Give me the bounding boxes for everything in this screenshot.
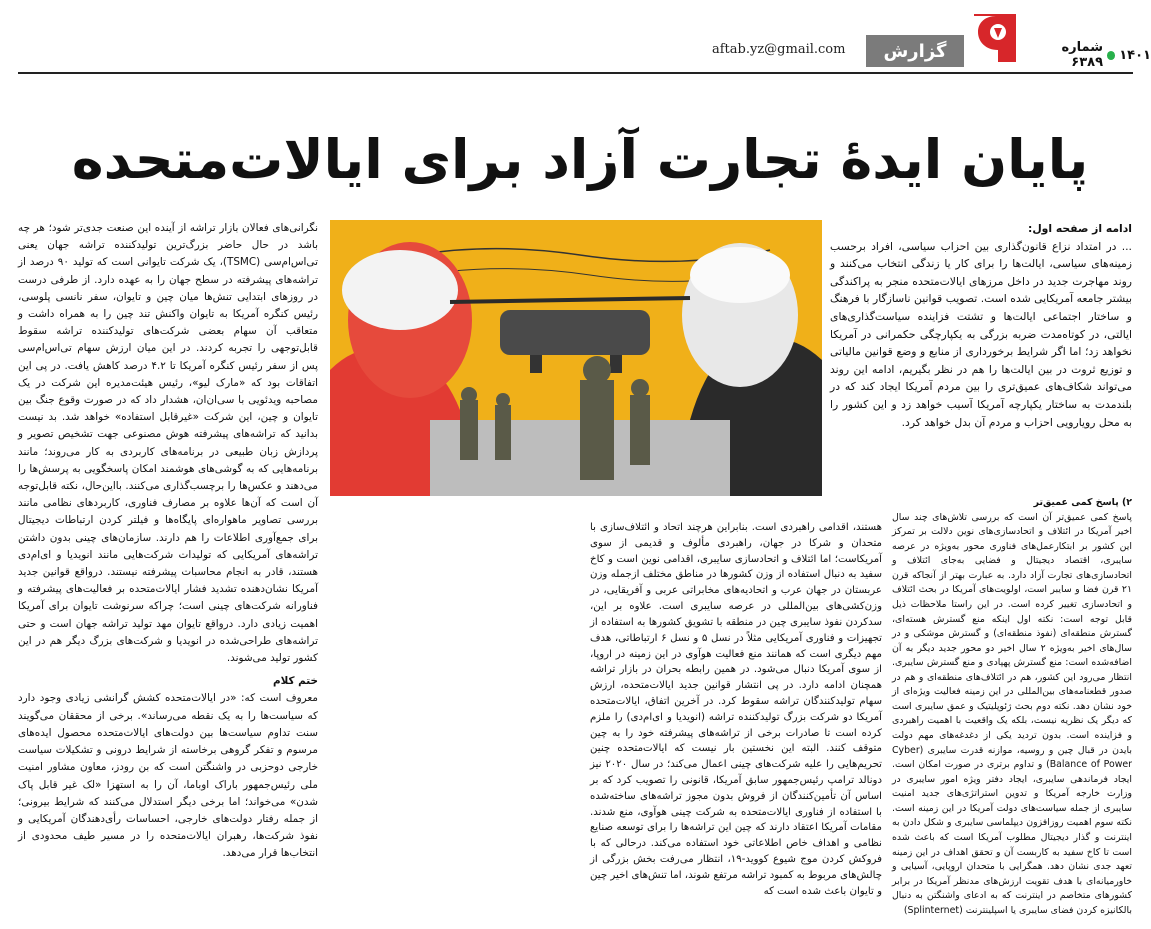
section-subhead: ختم کلام (272, 675, 318, 688)
email-address: aftab.yz@gmail.com (712, 42, 846, 57)
issue-number: شماره ۶۳۸۹ (1061, 40, 1104, 70)
continued-note: ادامه از صفحه اول: (1028, 222, 1132, 235)
article-column-left (18, 220, 318, 863)
header-divider (18, 72, 1133, 74)
paragraph: پاسخ کمی عمیق‌تر آن است که بررسی تلاش‌های چند سال اخیر آمریکا در ائتلاف و اتحادسازی‌های نوین دلالت بر تمرکز این کشور بر ابتکارعمل‌های فناوری محور به‌ویژه در عرصه سایبری، اقتصاد دیجیتال و فضایی به‌جای ائتلاف و اتحادسازی‌های تجارت آزاد دارد. به عبارت بهتر از آنجاکه قرن ۲۱ قرن فضا و سایبر است، اولویت‌های آمریکا در بحث ائتلاف و اتحادسازی تغییر کرده است. در این راستا ملاحظات ذیل قابل توجه است: نکته اول اینکه منع گسترش هسته‌ای، گسترش منطقه‌ای (نفوذ منطقه‌ای) و گسترش موشکی و در سال‌های اخیر به‌ویژه ۲ سال اخیر دو محور جدید دیگر به آن اضافه‌شده است: منع گسترش پهپادی و منع گسترش سایبری. انتظار می‌رود این کشور، هم در ائتلاف‌های منطقه‌ای و هم در صدور قطعنامه‌های بین‌المللی در این زمینه فعالیت ویژه‌ای از خود نشان دهد. نکته دوم بحث ژئوپلیتیک و عمق سایبری است که دیگر یک نظریه نیست، بلکه یک واقعیت با اهمیت راهبردی و فزاینده است. بدون تردید یکی از دغدغه‌های مهم دولت بایدن در قبال چین و روسیه، موازنه قدرت سایبری (Cyber Balance of Power) و تداوم برتری در صورت امکان است. ایجاد فرماندهی سایبری، ایجاد دفتر ویژه امور سایبری در وزارت خارجه آمریکا و تدوین استراتژی‌های جدید امنیت سایبری از جمله سیاست‌های دولت آمریکا در این زمینه است. نکته سوم اهمیت روزافزون دیپلماسی سایبری و شکل دادن به اینترنت و گذار دیجیتال مطلوب آمریکا است که باعث شده است تا کاخ سفید به کاربست آن و تحقق اهداف در این زمینه تعهد جدی نشان دهد. همگرایی با متحدان اروپایی، آسیایی و خاورمیانه‌ای با هدف تقویت ارزش‌های مدنظر آمریکا در برابر کشورهای متخاصم در اینترنت که به ادعای واشنگتن به دنبال بالکانیزه کردن فضای سایبری یا اسپلینترنت (Splinternet) (892, 511, 1132, 916)
issue-year: ۱۴۰۱ (1119, 47, 1151, 63)
article-photo (330, 220, 822, 496)
article-column-right-bottom (892, 496, 1132, 918)
article-column-right (830, 220, 1132, 431)
article-column-middle (590, 520, 882, 900)
paragraph: هستند، اقدامی راهبردی است. بنابراین هرچند اتحاد و ائتلاف‌سازی با متحدان و شرکا در جهان، راهبردی مألوف و قدیمی از سوی آمریکاست؛ اما ائتلاف و اتحادسازی سایبری، اقدامی نوین است و کاخ سفید به دنبال استفاده از وزن کشورها در مناطق مختلف ازجمله وزن عربستان در جهان عرب و اتحادیه‌های مخابراتی عربی و آفریقایی، در وزن‌کشی‌های بین‌المللی در عرصه سایبری است. علاوه بر این، سدکردن نفوذ سایبری چین در منطقه با تشویق کشورها به استفاده از تجهیزات و فناوری آمریکایی مثلاً در نسل ۵ و نسل ۶ ارتباطاتی، هدف مهم دیگری است که همانند منع فعالیت هوآوی در این زمینه در اروپا، از سوی آمریکا دنبال می‌شود. در همین رابطه بحران در بازار تراشه همچنان ادامه دارد. در پی انتشار قوانین جدید ایالات‌متحده، ارزش سهام تولیدکنندگان تراشه سقوط کرد. در آخرین اتفاق، ایالات‌متحده آمریکا دو شرکت بزرگ تولیدکننده تراشه (انویدیا و ای‌ام‌دی) را ملزم کرده است تا صادرات برخی از تراشه‌های پیشرفته خود را به چین متوقف کنند. البته این نخستین بار نیست که ایالات‌متحده چنین تحریم‌هایی را علیه شرکت‌های چینی اعمال می‌کند؛ در سال ۲۰۲۰ نیز دونالد ترامپ رئیس‌جمهور سابق آمریکا، قانونی را تصویب کرد که بر اساس آن تأمین‌کنندگان از فروش بدون مجوز تراشه‌های ساخته‌شده با استفاده از فناوری ایالات‌متحده به شرکت چینی هوآوی، منع شدند. مقامات آمریکا اعتقاد دارند که چین این تراشه‌ها را برای توسعه صنایع نظامی و اهداف خاص اطلاعاتی خود استفاده می‌کند. درحالی که با فروکش کردن موج شیوع کووید-۱۹، انتظار می‌رفت بخش بزرگی از چالش‌های مربوط به کمبود تراشه مرتفع شوند، اما تنش‌های اخیر چین و تایوان باعث شده است که (590, 522, 882, 897)
paragraph: ... در امتداد نزاع قانون‌گذاری بین احزاب سیاسی، افراد برحسب زمینه‌های سیاسی، ایالت‌ها را برای کار یا زندگی انتخاب می‌کنند و روند مهاجرت جدید در داخل مرزهای ایالات‌متحده منجر به پراکندگی بیشتر جامعه آمریکایی شده است. تصویب قوانین ناسازگار با فرهنگ و ساختار اجتماعی ایالت‌ها و تشتت فزاینده سیاست‌گذاری‌های ایالتی، در کوتاه‌مدت ضربه بزرگی به یکپارچگی حکمرانی در آمریکا نخواهد زد؛ اما اگر شرایط برخورداری از منابع و وضع قوانین مالیاتی و توزیع ثروت در بین ایالت‌ها را هم در نظر بگیریم، ادامه این روند می‌تواند شکاف‌های عمیق‌تری را بین مردم آمریکا ایجاد کند که در بلندمدت به ساختار یکپارچه آمریکا آسیب خواهد زد و این کشور را به محل رویارویی احزاب و مردم آن بدل خواهد کرد. (830, 239, 1132, 429)
paragraph: معروف است که: «در ایالات‌متحده کشش گرانشی زیادی وجود دارد که سیاست‌ها را به یک نقطه می‌رساند». برخی از محققان می‌گویند سنت تداوم سیاست‌ها بین دولت‌های ایالات‌متحده محصول ایده‌های مرسوم و تفکر گروهی برخاسته از شرایط درونی و تشکیلات سیاست خارجی دوحزبی در واشنگتن است که بن رودز، معاون مشاور امنیت ملی رئیس‌جمهور باراک اوباما، آن را به استهزا «لک غیر قابل پاک شدن» می‌خواند؛ اما برخی دیگر استدلال می‌کنند که شرایط بیرونی؛ از جمله رفتار دولت‌های خارجی، احساسات رأی‌دهندگان آمریکایی و نفوذ شرکت‌ها، رهبران ایالات‌متحده را در مسیر طیف محدودی از انتخاب‌ها قرار می‌دهد. (18, 692, 318, 860)
section-subhead: ۲) پاسخ کمی عمیق‌تر (1033, 497, 1132, 508)
section-tag: گزارش (866, 35, 964, 67)
status-dot-icon (1107, 51, 1115, 60)
paragraph: نگرانی‌های فعالان بازار تراشه از آینده این صنعت جدی‌تر شود؛ هر چه باشد در حال حاضر بزرگ‌ترین تولیدکننده تراشه جهان یعنی تی‌اس‌ام‌سی (TSMC)، یک شرکت تایوانی است که تولید ۹۰ درصد از تراشه‌های پیشرفته در سطح جهان را به عهده دارد. از طرفی درست در روزهای ابتدایی تنش‌ها میان چین و تایوان، سفر نانسی پلوسی، رئیس کنگره آمریکا به تایوان واکنش تند چین را به همراه داشت و متعاقب آن سهام بعضی شرکت‌های تولیدکننده تراشه سقوط قابل‌توجهی را تجربه کردند. در این میان ارزش سهام تی‌اس‌ام‌سی پس از سفر رئیس کنگره آمریکا تا ۴.۲ درصد کاهش یافت. در پی این اتفاقات بود که «مارک لیو»، رئیس هیئت‌مدیره این شرکت در یک مصاحبه ویدئویی با سی‌ان‌ان، هشدار داد که در صورت وقوع جنگ بین تایوان و چین، این شرکت «غیرقابل استفاده» خواهد شد. بد نیست بدانید که تراشه‌های پیشرفته هوش مصنوعی جهت تشخیص تصویر و پردازش زبان طبیعی در برنامه‌های کاربردی به کار می‌روند؛ مانند برنامه‌هایی که به گوشی‌های هوشمند امکان پاسخگویی به پرسش‌ها را می‌دهند و عکس‌ها را برچسب‌گذاری می‌کنند. بااین‌حال، نکته قابل‌توجه آن است که آن‌ها علاوه بر مصارف فناوری، کاربردهای نظامی مانند بررسی تصاویر ماهواره‌ای پایگاه‌ها و فیلتر کردن ارتباطات دیجیتال برای جمع‌آوری اطلاعات را هم دارند. سازمان‌های چینی بدون داشتن تراشه‌های آمریکایی که تولیدات شرکت‌هایی مانند انویدیا و ای‌ام‌دی هستند، قادر به انجام محاسبات پیشرفته نیستند. درواقع قوانین جدید آمریکا نشان‌دهنده تشدید فشار ایالات‌متحده بر فعالیت‌های پیشرفته و فناورانه شرکت‌های چینی است؛ چراکه سرنوشت تایوان برای آمریکا اهمیت زیادی دارد. درواقع تایوان مهد تولید تراشه جهان است و حتی تراشه‌های طراحی‌شده در انویدیا و شرکت‌های بزرگ دیگر هم در این کشور تولید می‌شوند. (18, 222, 318, 665)
newspaper-logo-icon (968, 6, 1022, 68)
issue-info (1032, 40, 1151, 70)
page-title: پایان ایدۀ تجارت آزاد برای ایالات‌متحده (71, 128, 1089, 191)
